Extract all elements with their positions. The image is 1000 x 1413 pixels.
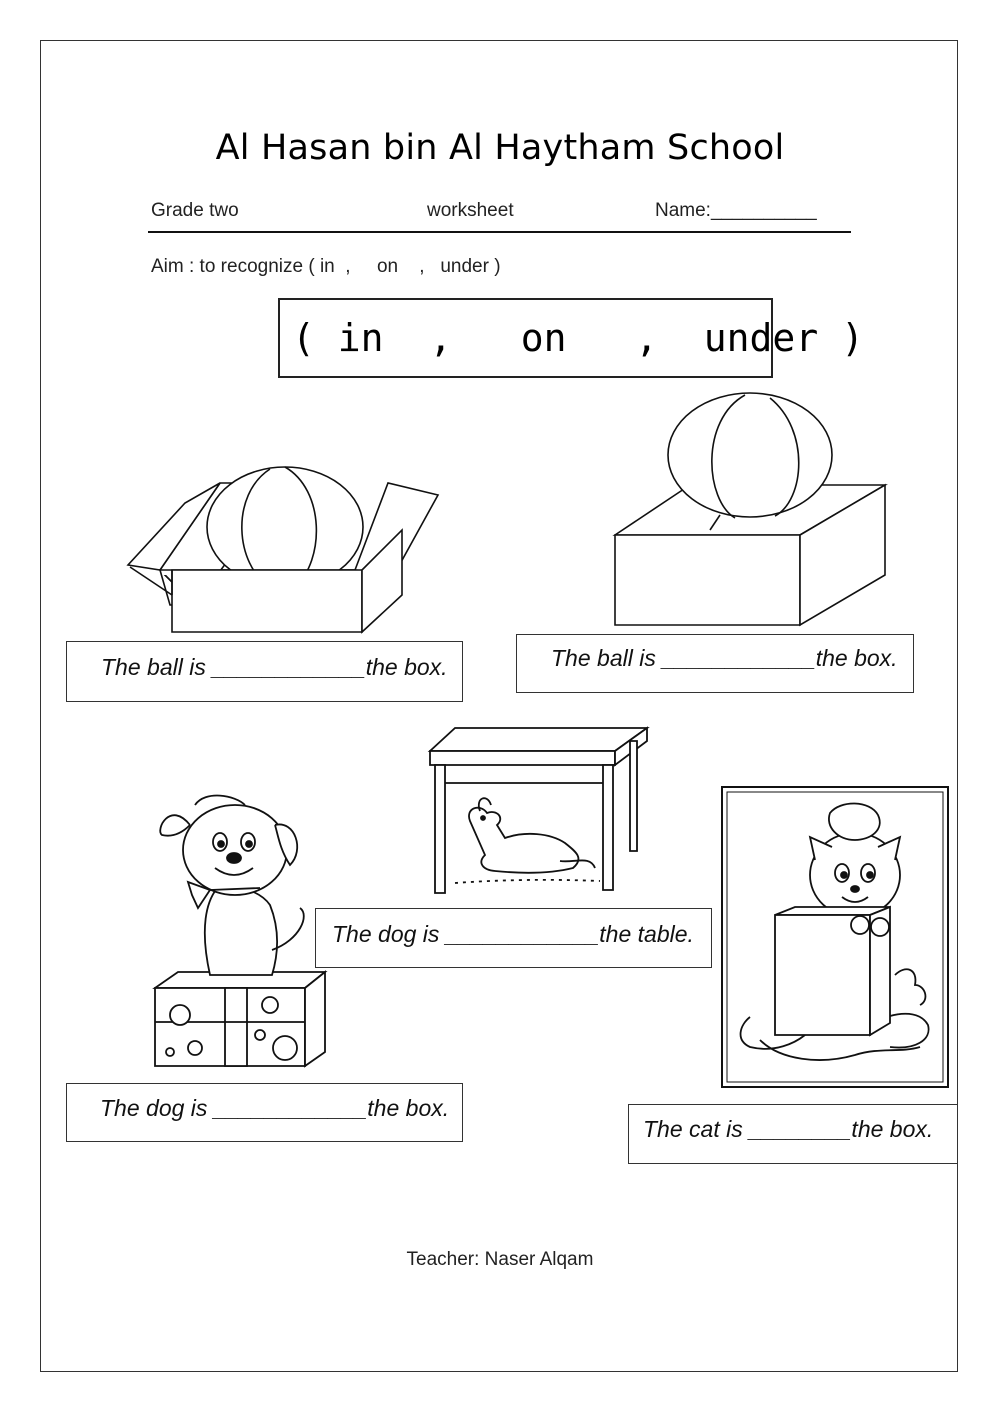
cat-in-box-illustration [720,785,950,1090]
ball-in-box-illustration [120,455,450,635]
ball-on-sentence-box[interactable] [516,634,914,693]
teacher-name: Teacher: Naser Alqam [406,1249,594,1270]
dog-under-table-sentence: The dog is ____________the table. [332,921,694,947]
name-field[interactable]: Name:__________ [655,200,817,221]
ball-on-sentence: The ball is ____________the box. [551,645,898,671]
dog-on-box-sentence: The dog is ____________the box. [100,1095,450,1121]
ball-in-sentence: The ball is ____________the box. [101,654,448,680]
school-title: Al Hasan bin Al Haytham School [215,128,785,168]
word-bank-box: ( in , on , under ) [278,298,773,378]
worksheet-label: worksheet [427,200,514,221]
dog-on-box-sentence-box[interactable] [66,1083,463,1142]
dog-under-table-illustration [425,723,655,898]
page-border [40,40,958,1372]
ball-on-box-illustration [610,390,890,630]
grade-label: Grade two [151,200,239,221]
aim-text: Aim : to recognize ( in , on , under ) [151,256,501,277]
header-divider [148,231,851,233]
ball-in-sentence-box[interactable] [66,641,463,702]
cat-in-box-sentence-box[interactable] [628,1104,958,1164]
dog-under-table-sentence-box[interactable] [315,908,712,968]
dog-on-box-illustration [150,790,335,1070]
cat-in-box-sentence: The cat is ________the box. [643,1116,934,1142]
